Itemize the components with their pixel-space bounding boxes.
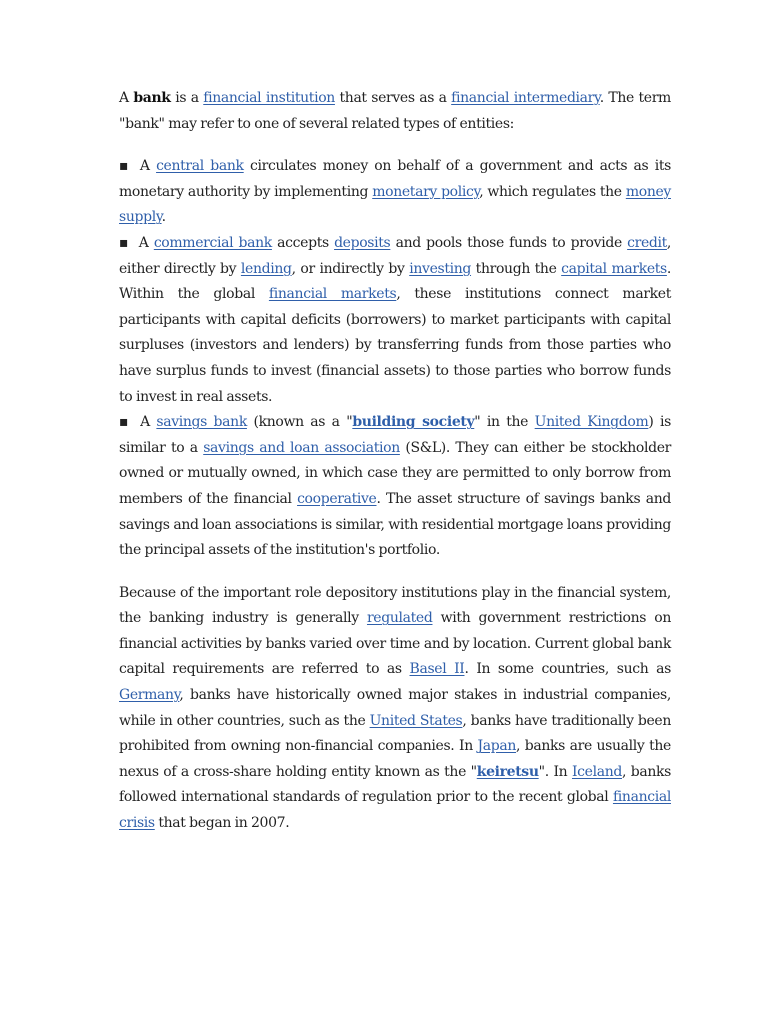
link-japan[interactable]: Japan [477, 738, 517, 755]
link-financial-institution[interactable]: financial institution [203, 90, 335, 106]
link-financial-markets[interactable]: financial markets [268, 286, 397, 303]
link-savings-bank[interactable]: savings bank [156, 414, 247, 431]
text: , banks followed international standards of regulation prior to the recent global [119, 763, 671, 806]
text: , either directly by [119, 234, 672, 277]
text: . [161, 209, 166, 226]
text: circulates money on behalf of a government and acts as its monetary authority by implementing [119, 158, 671, 200]
link-savings-and-loan-association[interactable]: savings and loan association [203, 439, 400, 456]
link-cooperative[interactable]: cooperative [297, 490, 377, 507]
text: . The asset structure of savings banks and savings and loan associations is similar, with residential mortgage loans providing the principal assets of the institution's portfolio. [119, 490, 671, 559]
link-credit[interactable]: credit [627, 234, 667, 251]
link-regulated[interactable]: regulated [366, 610, 433, 627]
link-deposits[interactable]: deposits [334, 234, 391, 251]
text: , which regulates the [479, 183, 626, 200]
term-bank: bank [133, 90, 171, 106]
list-item-savings-bank [119, 410, 671, 564]
text: and pools those funds to provide [390, 234, 628, 251]
text: , banks are usually the nexus of a cross-share holding entity known as the " [119, 738, 671, 780]
text: , banks have traditionally been prohibited from owning non-financial companies. In [119, 712, 671, 755]
text: A [138, 234, 154, 251]
link-lending[interactable]: lending [240, 260, 292, 277]
text: Because of the important role depository institutions play in the financial system, the banking industry is generally [119, 584, 671, 627]
text: , or indirectly by [291, 260, 410, 277]
text: (known as a " [246, 414, 353, 431]
list-item-commercial-bank [119, 231, 671, 410]
link-germany[interactable]: Germany [119, 687, 180, 704]
text: that began in 2007. [154, 815, 290, 832]
text: . In some countries, such as [464, 661, 671, 678]
bank-types-list [119, 154, 671, 564]
link-investing[interactable]: investing [409, 260, 472, 277]
text: accepts [271, 234, 335, 251]
bullet-icon: ▪ [119, 234, 130, 251]
text: A [119, 90, 134, 106]
text: ". In [538, 763, 572, 780]
document-body [119, 86, 671, 837]
link-money-supply[interactable]: money supply [119, 183, 671, 226]
text: through the [471, 260, 562, 277]
text: (S&L). They can either be stockholder owned or mutually owned, in which case they are permitted to only borrow from members of the financial [119, 439, 671, 507]
text: , banks have historically owned major stakes in industrial companies, while in other countries, such as the [119, 687, 671, 729]
link-financial-crisis[interactable]: financial crisis [119, 789, 671, 832]
list-item-central-bank [119, 154, 671, 231]
intro-paragraph [119, 86, 671, 137]
link-basel-ii[interactable]: Basel II [409, 661, 465, 678]
link-central-bank[interactable]: central bank [156, 158, 244, 175]
link-united-states[interactable]: United States [369, 712, 463, 729]
text: . Within the global [119, 260, 672, 303]
link-monetary-policy[interactable]: monetary policy [372, 183, 480, 200]
link-iceland[interactable]: Iceland [571, 763, 622, 780]
text: ) is similar to a [119, 414, 671, 456]
text: A [140, 414, 157, 431]
text: with government restrictions on financial activities by banks varied over time and by location. Current global bank capital requirements are referred to as [119, 610, 671, 678]
link-financial-intermediary[interactable]: financial intermediary [451, 90, 600, 106]
text: A [139, 158, 157, 175]
link-capital-markets[interactable]: capital markets [561, 260, 667, 277]
text: " in the [474, 414, 535, 431]
text: is a [170, 90, 204, 106]
regulation-paragraph [119, 581, 671, 837]
text: that serves as a [334, 90, 452, 106]
link-commercial-bank[interactable]: commercial bank [153, 234, 272, 251]
text: . The term "bank" may refer to one of several related types of entities: [119, 90, 671, 132]
bullet-icon: ▪ [119, 414, 132, 431]
text: , these institutions connect market participants with capital deficits (borrowers) to market participants with capital surpluses (investors and lenders) by transferring funds from those parties who have surplus funds to invest (financial assets) to those parties who borrow funds to invest in real assets. [119, 286, 672, 405]
bullet-icon: ▪ [119, 158, 131, 175]
link-keiretsu[interactable]: keiretsu [476, 763, 539, 780]
link-united-kingdom[interactable]: United Kingdom [534, 414, 649, 431]
link-building-society[interactable]: building society [352, 414, 475, 431]
